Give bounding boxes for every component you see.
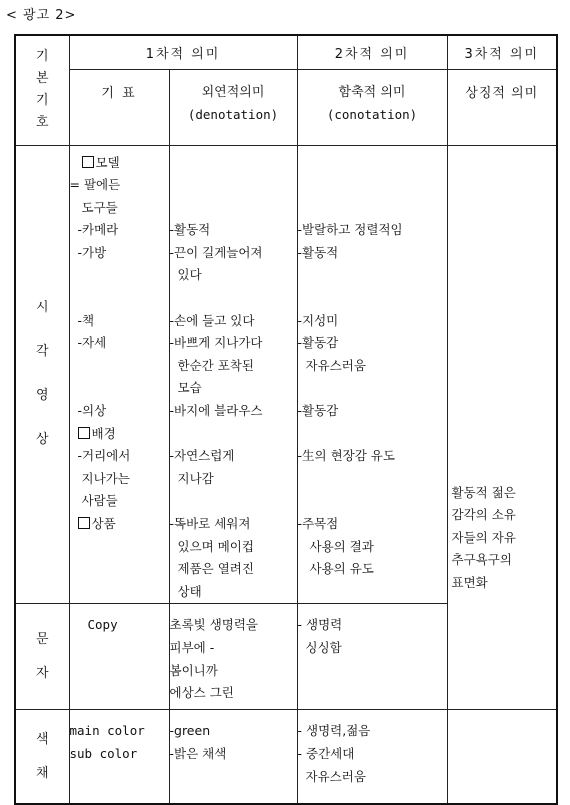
second-order-header: 2차적 의미	[297, 35, 447, 69]
checkbox-square-icon	[78, 517, 90, 529]
visual-image-label: 시 각 영 상	[15, 145, 69, 604]
color-denotation-cell: -green -밝은 채색	[169, 710, 297, 804]
color-connotation-cell: - 생명력,젊음 - 중간세대 자유스러움	[297, 710, 447, 804]
text-denotation-cell: 초록빛 생명력을 피부에 - 봄이니까 에상스 그린	[169, 604, 297, 710]
connotation-header: 함축적 의미 (conotation)	[297, 69, 447, 145]
color-symbolic-cell	[447, 710, 557, 804]
third-order-header: 3차적 의미	[447, 35, 557, 69]
caption: < 광고 2>	[6, 8, 77, 23]
color-label: 색 채	[15, 710, 69, 804]
visual-denotation-cell: -활동적 -끈이 길게늘어져 있다 -손에 들고 있다 -바쁘게 지나가다 한순간 포착된 모습 -바지에 블라우스 -자연스럽게 지나감 -똑바로 세워져 있으며 메이컵 제품은 열려진 상태	[169, 145, 297, 604]
visual-signifier-cell: 모델 = 팔에든 도구들 -카메라 -가방 -책 -자세 -의상 배경 -거리에서 지나가는 사람들 상품	[69, 145, 169, 604]
semiotic-analysis-table	[14, 34, 558, 805]
symbolic-header: 상징적 의미	[447, 69, 557, 145]
text-connotation-cell: - 생명력 싱싱함	[297, 604, 447, 710]
first-order-header: 1차적 의미	[69, 35, 297, 69]
symbolic-meaning-cell: 활동적 젊은 감각의 소유 자들의 자유 추구욕구의 표면화	[447, 145, 557, 710]
checkbox-square-icon	[78, 427, 90, 439]
basic-sign-header: 기 본 기 호	[15, 35, 69, 145]
signifier-header: 기 표	[69, 69, 169, 145]
denotation-header: 외연적의미 (denotation)	[169, 69, 297, 145]
color-signifier-cell: main color sub color	[69, 710, 169, 804]
text-signifier-cell: Copy	[69, 604, 169, 710]
checkbox-square-icon	[82, 156, 94, 168]
text-label: 문 자	[15, 604, 69, 710]
visual-connotation-cell: -발랄하고 정렬적임 -활동적 -지성미 -활동감 자유스러움 -활동감 -生의 현장감 유도 -주목점 사용의 결과 사용의 유도	[297, 145, 447, 604]
